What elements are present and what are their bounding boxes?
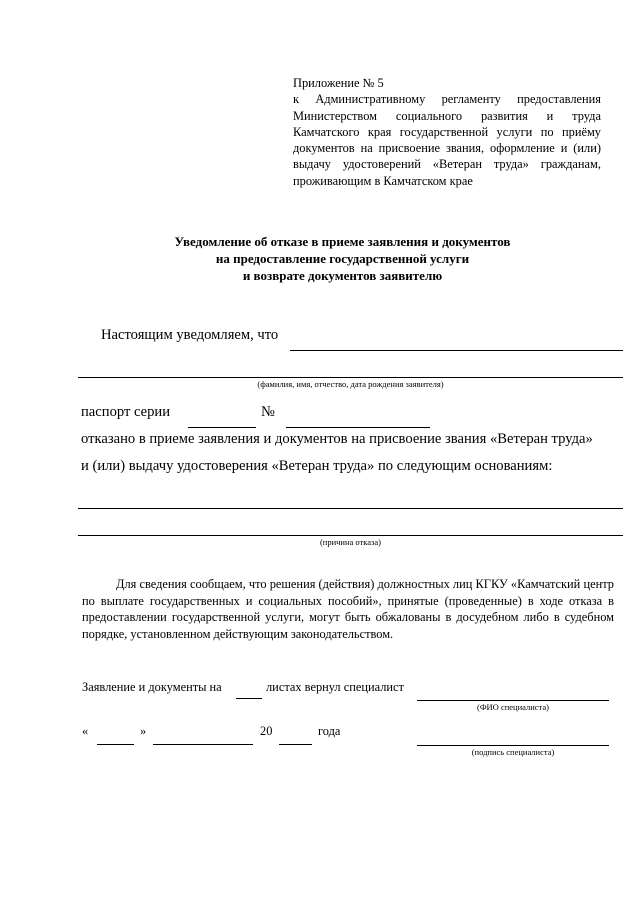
refusal-line-1: отказано в приеме заявления и документов на присвоение звания «Ветеран труда» <box>81 431 593 447</box>
appendix-body: к Административному регламенту предоставления Министерством социального развития и труда Камчатского края государственной услуги по приёму документов на присвоение звания, оформление и (или) выдачу удостоверений «Ветеран труда» гражданам, проживающим в Камчатском крае <box>293 92 601 188</box>
signature-caption: (подпись специалиста) <box>471 747 555 757</box>
appeal-notice <box>82 576 614 642</box>
passport-number-field[interactable] <box>286 427 430 428</box>
notify-text: Настоящим уведомляем, что <box>101 327 279 343</box>
passport-series-field[interactable] <box>188 427 256 428</box>
returned-prefix: Заявление и документы на <box>82 680 222 694</box>
date-quote-open: « <box>82 724 89 738</box>
passport-number-label: № <box>261 404 275 420</box>
title-line-1: Уведомление об отказе в приеме заявления и документов <box>174 234 511 249</box>
specialist-name-field[interactable] <box>417 700 609 701</box>
applicant-caption: (фамилия, имя, отчество, дата рождения заявителя) <box>257 379 444 389</box>
appeal-notice-text: Для сведения сообщаем, что решения (действия) должностных лиц КГКУ «Камчатский центр по выплате государственных и социальных пособий», принятые (проведенные) в ходе отказа в предоставлении государственной услуги, могут быть обжалованы в досудебном либо в судебном порядке, установленном действующим законодательством. <box>82 577 614 641</box>
date-year-field[interactable] <box>279 744 312 745</box>
refusal-reason-field-1[interactable] <box>78 508 623 509</box>
refusal-reason-field-2[interactable] <box>78 535 623 536</box>
refusal-line-2: и (или) выдачу удостоверения «Ветеран труда» по следующим основаниям: <box>81 458 553 474</box>
document-title <box>60 233 625 284</box>
sheet-count-field[interactable] <box>236 698 262 699</box>
applicant-details-field[interactable] <box>78 377 623 378</box>
returned-suffix: листах вернул специалист <box>266 680 404 694</box>
appendix-title: Приложение № 5 <box>293 76 384 90</box>
date-month-field[interactable] <box>153 744 253 745</box>
reason-caption: (причина отказа) <box>319 537 382 547</box>
date-day-field[interactable] <box>97 744 134 745</box>
title-line-2: на предоставление государственной услуги <box>215 251 470 266</box>
specialist-caption: (ФИО специалиста) <box>477 702 549 712</box>
year-suffix: года <box>318 724 341 738</box>
appendix-block <box>293 75 601 189</box>
signature-field[interactable] <box>417 745 609 746</box>
title-line-3: и возврате документов заявителю <box>242 268 443 283</box>
year-prefix: 20 <box>260 724 273 738</box>
applicant-name-field[interactable] <box>290 350 623 351</box>
passport-series-label: паспорт серии <box>81 404 171 420</box>
date-quote-close: » <box>140 724 147 738</box>
